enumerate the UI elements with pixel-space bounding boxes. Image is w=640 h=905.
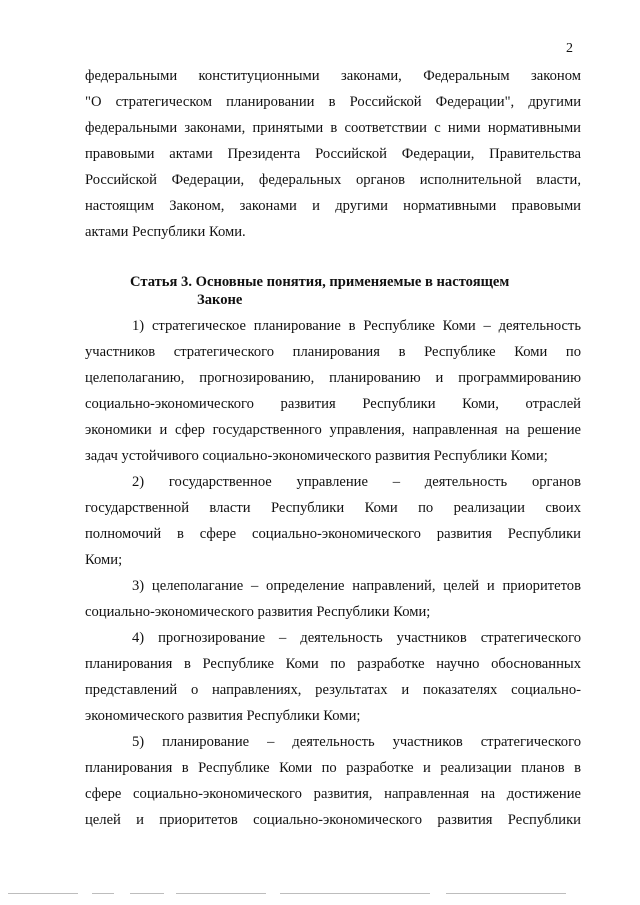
- footer-rule-segment: [130, 893, 164, 894]
- article-heading-line: Законе: [197, 292, 243, 308]
- definition-2-line: 2) государственное управление – деятельность органов: [132, 474, 581, 490]
- footer-rule-segment: [446, 893, 566, 894]
- text-line: федеральными конституционными законами, Федеральным законом: [85, 68, 581, 84]
- definition-5-line: планирования в Республике Коми по разработке и реализации планов в: [85, 760, 581, 776]
- text-line: правовыми актами Президента Российской Федерации, Правительства: [85, 146, 581, 162]
- definition-1-line: участников стратегического планирования в Республике Коми по: [85, 344, 581, 360]
- definition-5-line: сфере социально-экономического развития, направленная на достижение: [85, 786, 581, 802]
- footer-rule-segment: [8, 893, 78, 894]
- definition-1-line: задач устойчивого социально-экономического развития Республики Коми;: [85, 448, 548, 464]
- footer-rule-segment: [92, 893, 114, 894]
- definition-4-line: 4) прогнозирование – деятельность участников стратегического: [132, 630, 581, 646]
- text-line: "О стратегическом планировании в Российской Федерации", другими: [85, 94, 581, 110]
- definition-1-line: социально-экономического развития Республики Коми, отраслей: [85, 396, 581, 412]
- text-line: настоящим Законом, законами и другими нормативными правовыми: [85, 198, 581, 214]
- definition-2-line: Коми;: [85, 552, 123, 568]
- definition-3-line: социально-экономического развития Республики Коми;: [85, 604, 431, 620]
- definition-5-line: 5) планирование – деятельность участников стратегического: [132, 734, 581, 750]
- definition-2-line: полномочий в сфере социально-экономического развития Республики: [85, 526, 581, 542]
- text-line: федеральными законами, принятыми в соответствии с ними нормативными: [85, 120, 581, 136]
- paragraph-continuation: [85, 63, 581, 245]
- article-heading-line: Статья 3. Основные понятия, применяемые в настоящем: [130, 274, 510, 290]
- article-body: [85, 313, 581, 833]
- article-heading: [130, 273, 560, 309]
- definition-5-line: целей и приоритетов социально-экономического развития Республики: [85, 812, 581, 828]
- text-line: актами Республики Коми.: [85, 224, 246, 240]
- footer-rule-segment: [280, 893, 430, 894]
- definition-1-line: целеполаганию, прогнозированию, планированию и программированию: [85, 370, 581, 386]
- definition-1-line: 1) стратегическое планирование в Республике Коми – деятельность: [132, 318, 581, 334]
- definition-4-line: планирования в Республике Коми по разработке научно обоснованных: [85, 656, 581, 672]
- definition-2-line: государственной власти Республики Коми по реализации своих: [85, 500, 581, 516]
- text-line: Российской Федерации, федеральных органов исполнительной власти,: [85, 172, 581, 188]
- page-number: 2: [566, 41, 573, 56]
- scan-footer-rule: [0, 893, 640, 897]
- definition-3-line: 3) целеполагание – определение направлений, целей и приоритетов: [132, 578, 581, 594]
- footer-rule-segment: [176, 893, 266, 894]
- definition-1-line: экономики и сфер государственного управления, направленная на решение: [85, 422, 581, 438]
- definition-4-line: представлений о направлениях, результатах и показателях социально-: [85, 682, 581, 698]
- definition-4-line: экономического развития Республики Коми;: [85, 708, 361, 724]
